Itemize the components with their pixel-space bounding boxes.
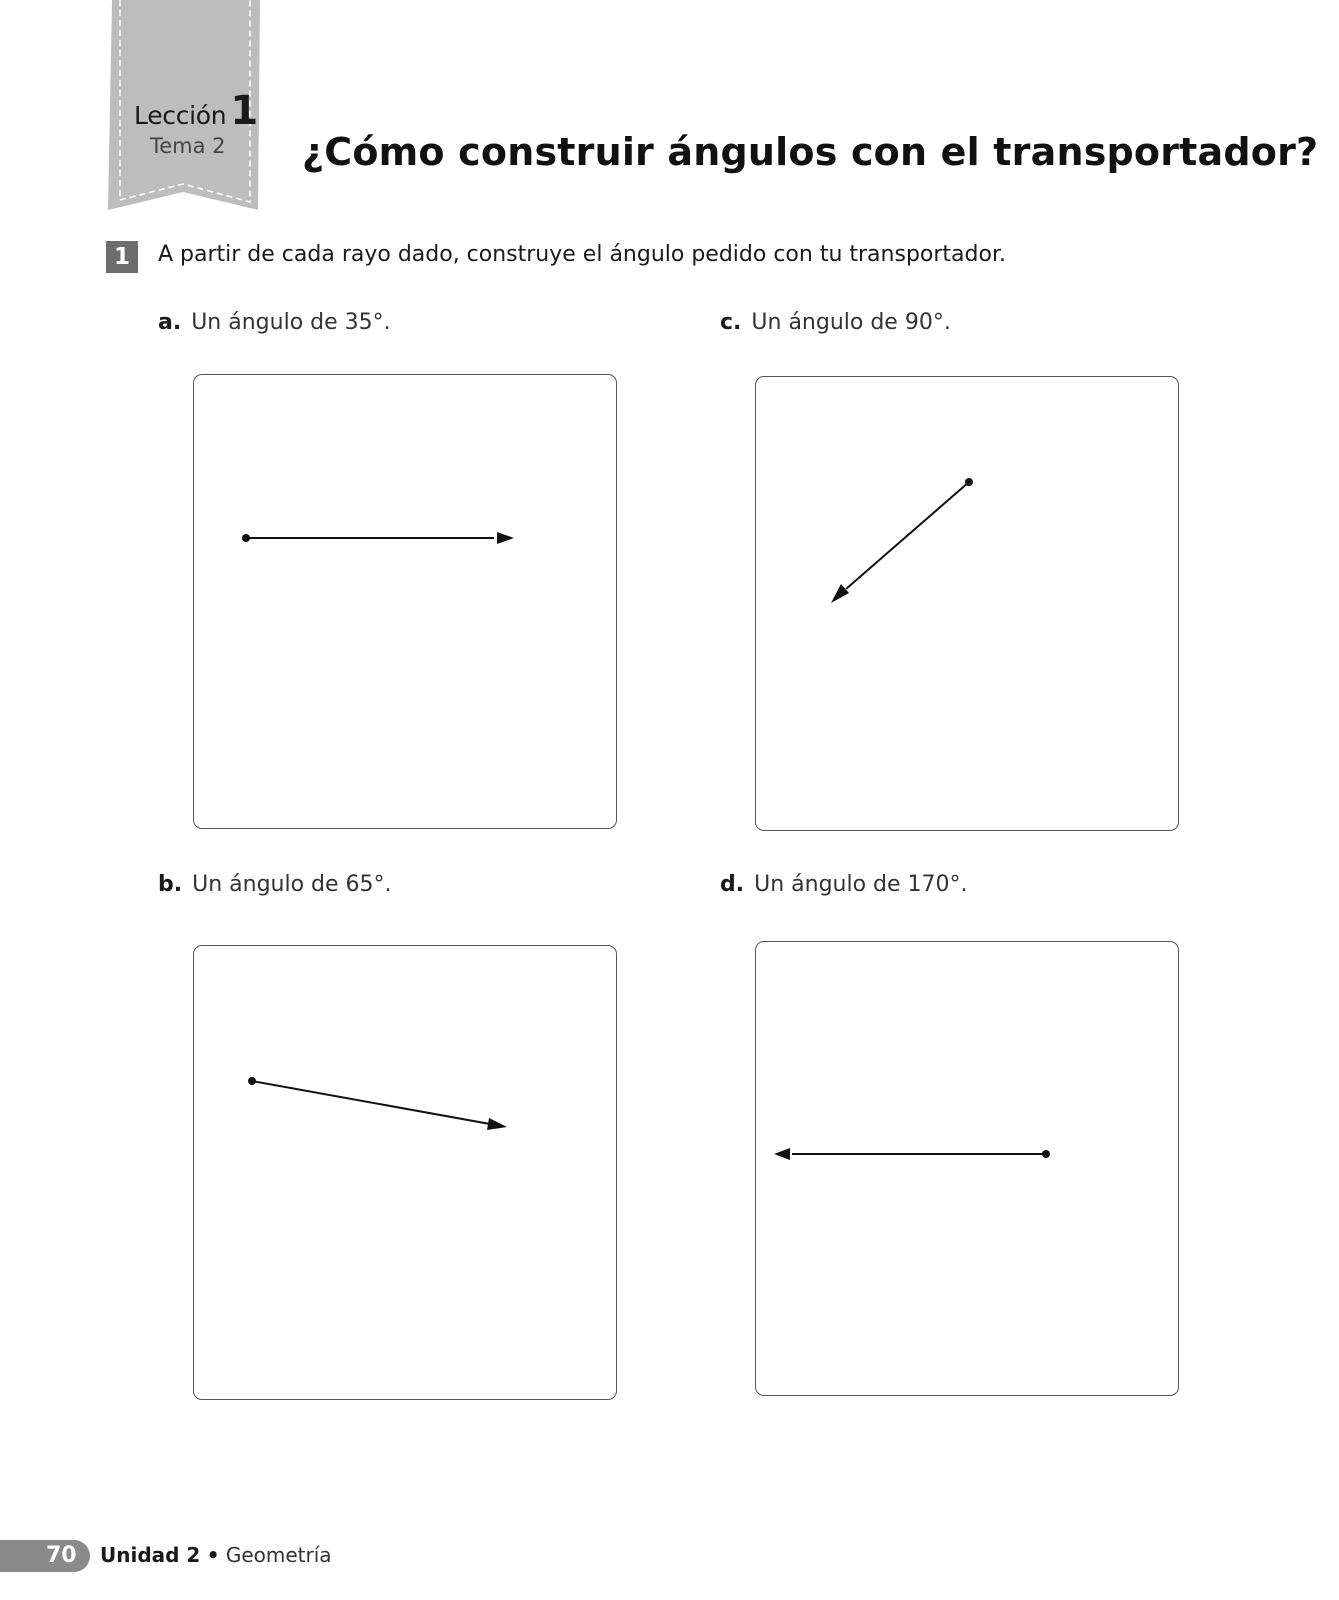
exercise-number-badge: 1 — [106, 241, 138, 273]
item-letter: c. — [720, 310, 742, 335]
ray-c — [756, 377, 1180, 832]
page-number: 70 — [46, 1543, 77, 1568]
ray-arrowhead — [774, 1148, 790, 1160]
item-d-label — [720, 872, 968, 897]
page-title: ¿Cómo construir ángulos con el transportador? — [302, 130, 1319, 174]
subject-label: Geometría — [225, 1543, 332, 1567]
exercise-instruction: A partir de cada rayo dado, construye el ángulo pedido con tu transportador. — [158, 242, 1006, 267]
item-text: Un ángulo de 35°. — [191, 310, 391, 335]
drawing-box-b[interactable] — [193, 945, 617, 1400]
ray-vertex — [1042, 1150, 1050, 1158]
ray-a — [194, 375, 618, 830]
ray-vertex — [248, 1077, 256, 1085]
item-letter: d. — [720, 872, 745, 897]
item-c-label — [720, 310, 951, 335]
lesson-label — [134, 88, 258, 134]
lesson-word: Lección — [134, 101, 227, 130]
item-text: Un ángulo de 170°. — [754, 872, 968, 897]
item-text: Un ángulo de 65°. — [192, 872, 392, 897]
item-letter: a. — [158, 310, 182, 335]
item-b-label — [158, 872, 392, 897]
item-a-label — [158, 310, 391, 335]
item-text: Un ángulo de 90°. — [751, 310, 951, 335]
lesson-number: 1 — [230, 88, 259, 134]
ray-vertex — [965, 478, 973, 486]
unit-label: Unidad 2 — [100, 1543, 201, 1567]
drawing-box-a[interactable] — [193, 374, 617, 829]
tema-label: Tema 2 — [150, 134, 226, 158]
ray-arrowhead — [831, 584, 849, 603]
ray-vertex — [242, 534, 250, 542]
ray-arrowhead — [497, 532, 514, 544]
ray-d — [756, 942, 1180, 1397]
footer-unit — [100, 1543, 332, 1567]
unit-separator: • — [206, 1543, 220, 1567]
ray-b — [194, 946, 618, 1401]
drawing-box-d[interactable] — [755, 941, 1179, 1396]
drawing-box-c[interactable] — [755, 376, 1179, 831]
item-letter: b. — [158, 872, 183, 897]
ray-arrowhead — [487, 1118, 507, 1130]
